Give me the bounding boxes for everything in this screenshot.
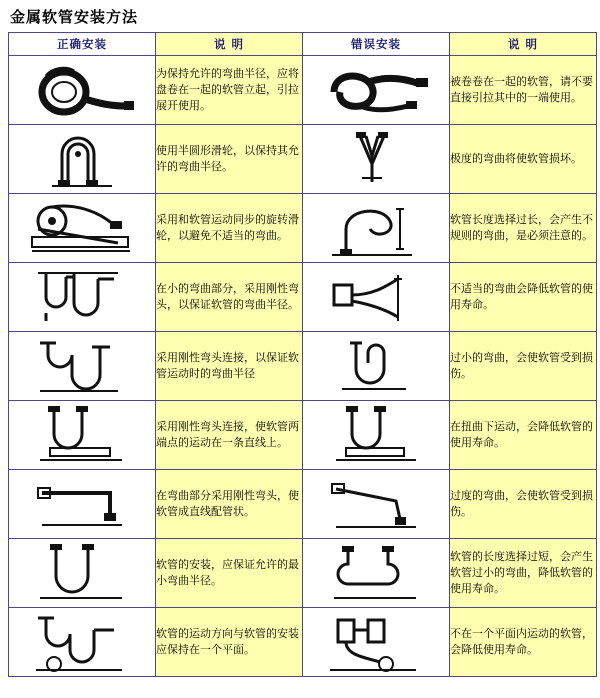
too-small-bend-wrong-icon	[303, 332, 450, 401]
improper-bend-wrong-icon	[303, 263, 450, 332]
correct-desc-text: 采用刚性弯头连接，使软管两端点的运动在一条直线上。	[156, 401, 303, 470]
wrong-desc-text: 软管的长度选择过短，会产生软管过小的弯曲，降低软管的使用寿命。	[450, 539, 597, 608]
wrong-desc-text: 过度的弯曲，会使软管受到损伤。	[450, 470, 597, 539]
wrong-desc-text: 过小的弯曲，会使软管受到损伤。	[450, 332, 597, 401]
table-row	[9, 194, 597, 263]
header-wrong-install: 错误安装	[303, 33, 450, 56]
excessive-bend-wrong-icon	[303, 470, 450, 539]
correct-desc-text: 软管的安装，应保证允许的最小弯曲半径。	[156, 539, 303, 608]
header-wrong-desc: 说 明	[450, 33, 597, 56]
correct-desc-text: 软管的运动方向与软管的安装应保持在一个平面。	[156, 608, 303, 677]
long-hose-irregular-bend-wrong-icon	[303, 194, 450, 263]
rotating-sheave-correct-icon	[9, 194, 156, 263]
wrong-desc-text: 极度的弯曲将使软管损坏。	[450, 125, 597, 194]
wrong-desc-text: 不适当的弯曲会降低软管的使用寿命。	[450, 263, 597, 332]
table-row	[9, 470, 597, 539]
coiled-hose-correct-icon	[9, 56, 156, 125]
different-plane-motion-wrong-icon	[303, 608, 450, 677]
table-row	[9, 125, 597, 194]
correct-desc-text: 采用刚性弯头连接，以保证软管运动时的弯曲半径	[156, 332, 303, 401]
straight-piping-elbow-correct-icon	[9, 470, 156, 539]
table-row	[9, 401, 597, 470]
minimum-bend-radius-correct-icon	[9, 539, 156, 608]
page-title: 金属软管安装方法	[10, 8, 139, 26]
twisting-motion-wrong-icon	[303, 401, 450, 470]
table-header-row	[9, 33, 597, 56]
wrong-desc-text: 在扭曲下运动，会降低软管的使用寿命。	[450, 401, 597, 470]
table-row	[9, 332, 597, 401]
correct-desc-text: 为保持允许的弯曲半径，应将盘卷在一起的软管立起，引拉展开使用。	[156, 56, 303, 125]
header-correct-install: 正确安装	[9, 33, 156, 56]
semicircular-sheave-correct-icon	[9, 125, 156, 194]
correct-desc-text: 使用半圆形滑轮，以保持其允许的弯曲半径。	[156, 125, 303, 194]
correct-desc-text: 在弯曲部分采用刚性弯头，使软管成直线配管状。	[156, 470, 303, 539]
table-row	[9, 539, 597, 608]
header-correct-desc: 说 明	[156, 33, 303, 56]
rigid-bend-connection-correct-icon	[9, 332, 156, 401]
rigid-elbow-small-bend-correct-icon	[9, 263, 156, 332]
wrong-desc-text: 软管长度选择过长，会产生不规则的弯曲，是必须注意的。	[450, 194, 597, 263]
wrong-desc-text: 不在一个平面内运动的软管，会降低使用寿命。	[450, 608, 597, 677]
same-plane-motion-correct-icon	[9, 608, 156, 677]
wrong-desc-text: 被卷卷在一起的软管，请不要直接引拉其中的一端使用。	[450, 56, 597, 125]
coiled-hose-wrong-icon	[303, 56, 450, 125]
too-long-hose-wrong-icon	[303, 539, 450, 608]
table-row	[9, 263, 597, 332]
table-row	[9, 608, 597, 677]
table-row	[9, 56, 597, 125]
hose-installation-table	[8, 32, 597, 677]
sharp-bend-wrong-icon	[303, 125, 450, 194]
rigid-elbow-straight-line-correct-icon	[9, 401, 156, 470]
correct-desc-text: 在小的弯曲部分，采用刚性弯头，以保证软管的弯曲半径。	[156, 263, 303, 332]
correct-desc-text: 采用和软管运动同步的旋转滑轮，以避免不适当的弯曲。	[156, 194, 303, 263]
